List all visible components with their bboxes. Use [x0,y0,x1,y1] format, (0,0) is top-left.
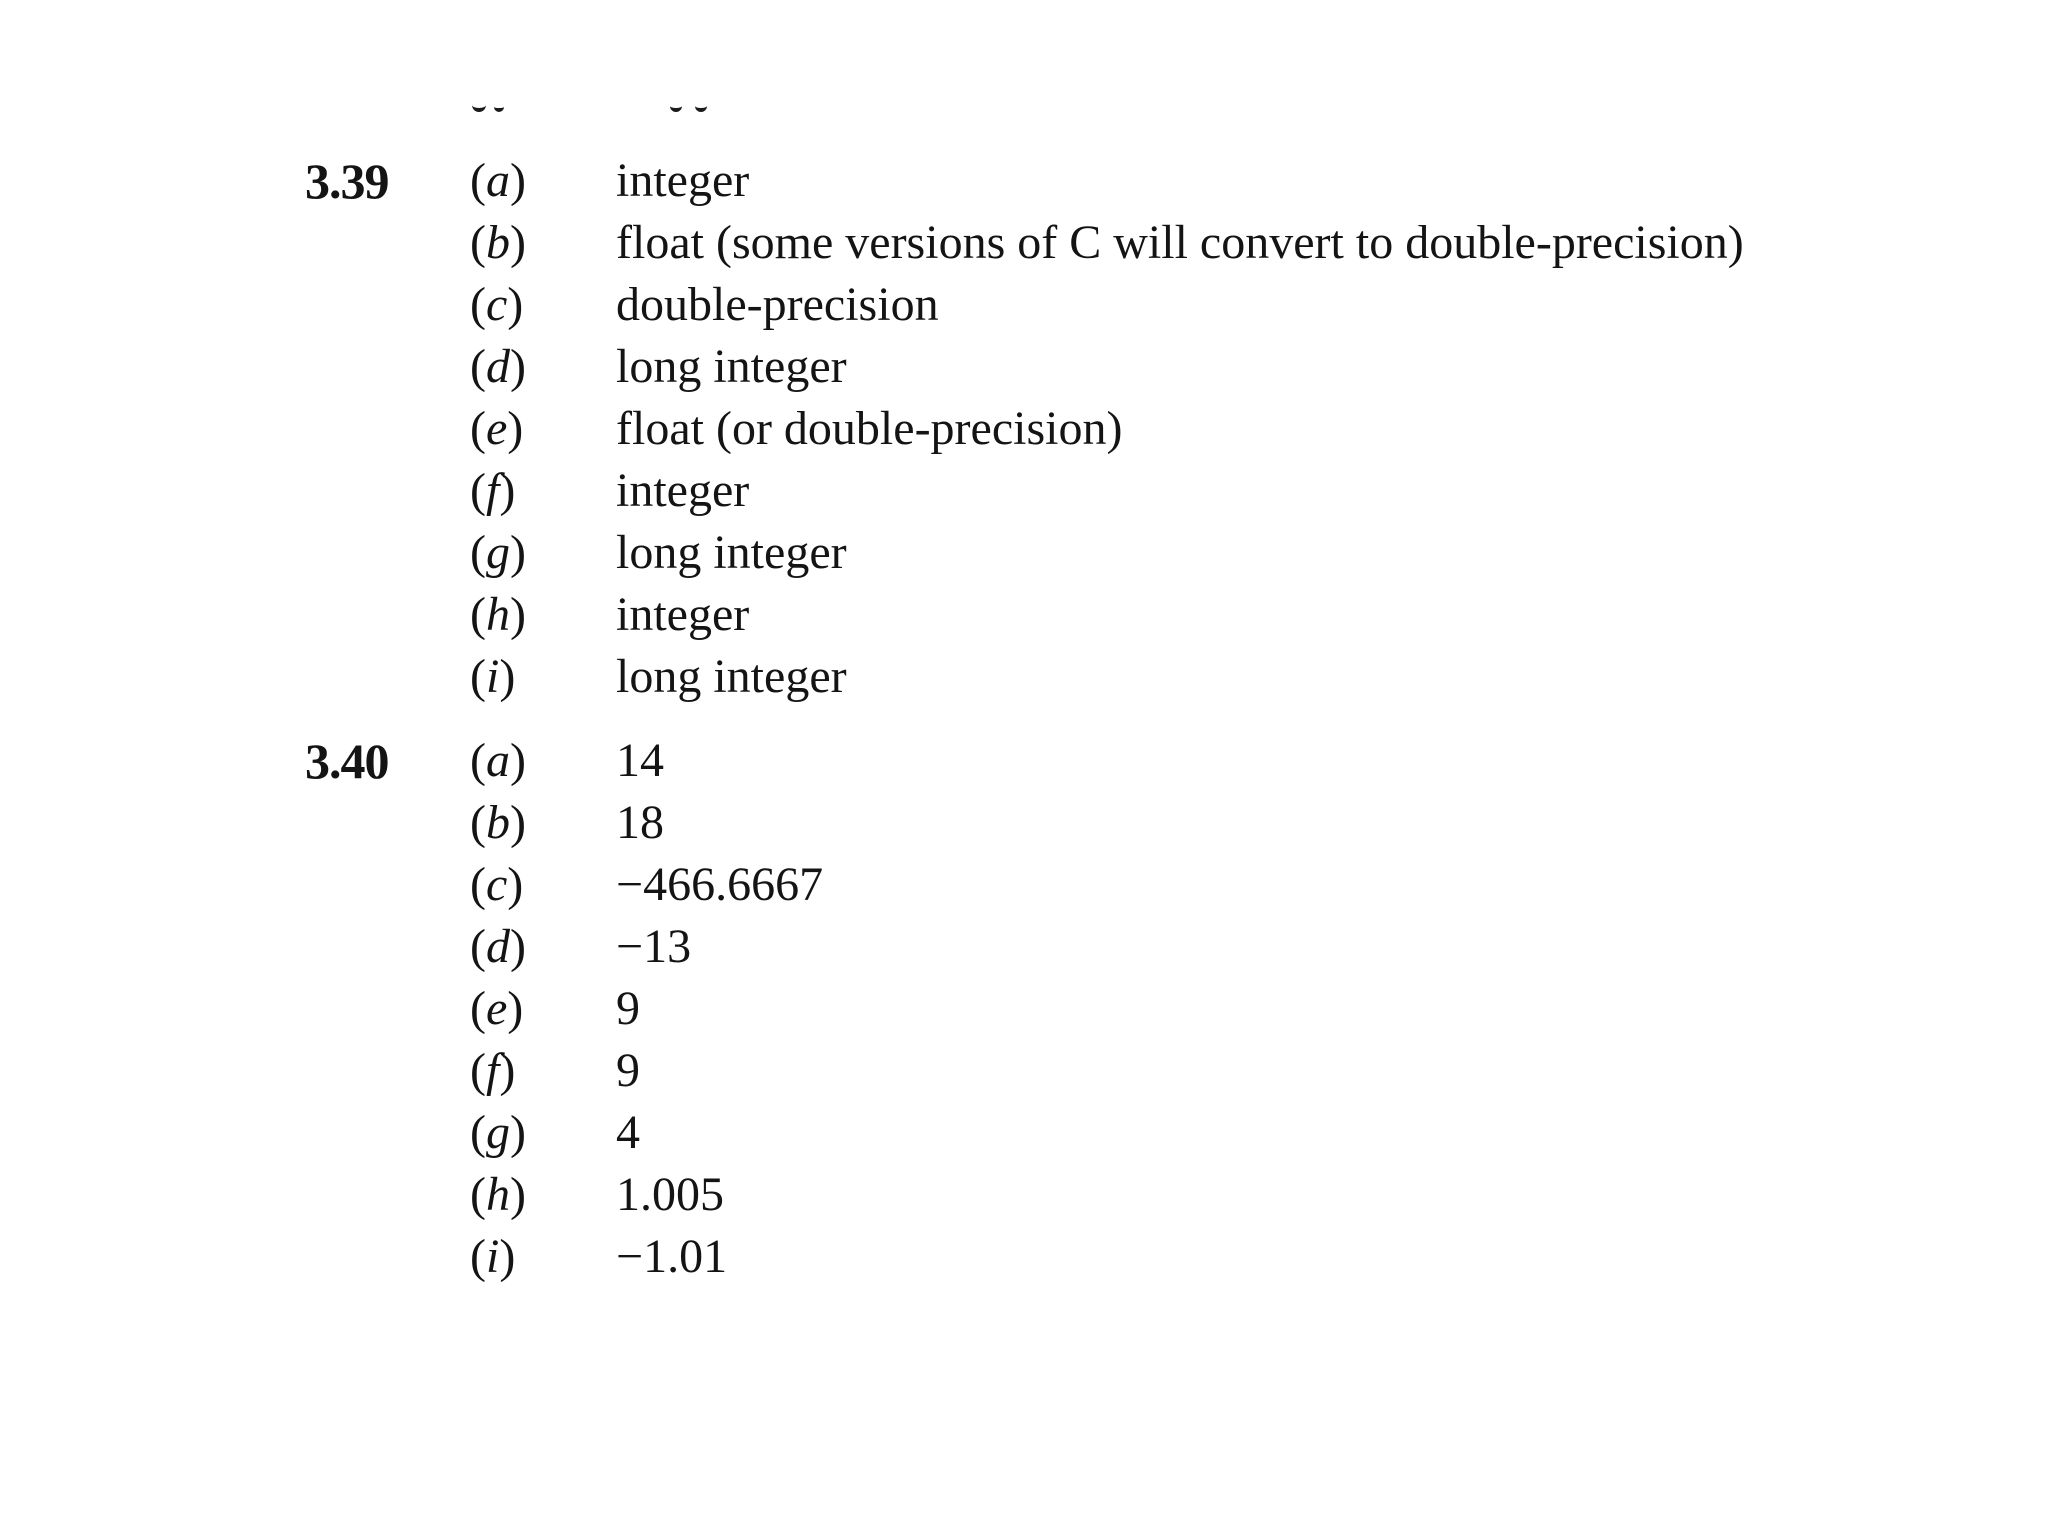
answer-row [0,1226,2048,1288]
answer-text: long integer [616,650,847,703]
answer-row [0,730,2048,792]
item-label: (h) [470,1168,526,1221]
answer-text: 9 [616,982,640,1035]
item-label: (c) [470,858,524,911]
answer-text: 4 [616,1106,640,1159]
item-label: (g) [470,1106,526,1159]
item-label: (a) [470,734,526,787]
answer-text: −1.01 [616,1230,728,1283]
answer-text: integer [616,588,750,641]
item-label: (d) [470,340,526,393]
answer-row [0,336,2048,398]
cropped-glyph [494,100,504,112]
answer-text: 14 [616,734,664,787]
item-label: (a) [470,154,526,207]
cropped-glyph [695,100,707,112]
item-label: (c) [470,278,524,331]
answer-row [0,460,2048,522]
item-label: (i) [470,650,516,703]
problem-number: 3.40 [305,733,389,789]
answer-text: −466.6667 [616,858,824,911]
cropped-glyph [670,100,682,112]
answer-row [0,584,2048,646]
answer-row [0,1040,2048,1102]
problem-number: 3.39 [305,153,389,209]
answer-row [0,792,2048,854]
item-label: (g) [470,526,526,579]
answer-row [0,150,2048,212]
answer-text: float (some versions of C will convert to double-precision) [616,216,1744,269]
answer-row [0,916,2048,978]
item-label: (e) [470,982,524,1035]
answer-text: long integer [616,340,847,393]
answer-text: integer [616,464,750,517]
answer-row [0,1164,2048,1226]
answer-row [0,398,2048,460]
item-label: (e) [470,402,524,455]
item-label: (b) [470,216,526,269]
item-label: (h) [470,588,526,641]
answer-row [0,274,2048,336]
answer-text: 18 [616,796,664,849]
answer-text: double-precision [616,278,939,331]
item-label: (b) [470,796,526,849]
answer-row [0,646,2048,708]
answer-row [0,854,2048,916]
cropped-glyph [472,100,486,112]
item-label: (i) [470,1230,516,1283]
cropped-previous-line [470,100,740,122]
item-label: (f) [470,1044,516,1097]
item-label: (d) [470,920,526,973]
answer-text: integer [616,154,750,207]
answer-text: 9 [616,1044,640,1097]
answer-text: float (or double-precision) [616,402,1123,455]
answer-text: long integer [616,526,847,579]
answer-row [0,978,2048,1040]
answer-text: −13 [616,920,692,973]
answer-row [0,522,2048,584]
answer-text: 1.005 [616,1168,724,1221]
answer-row [0,1102,2048,1164]
answer-row [0,212,2048,274]
item-label: (f) [470,464,516,517]
